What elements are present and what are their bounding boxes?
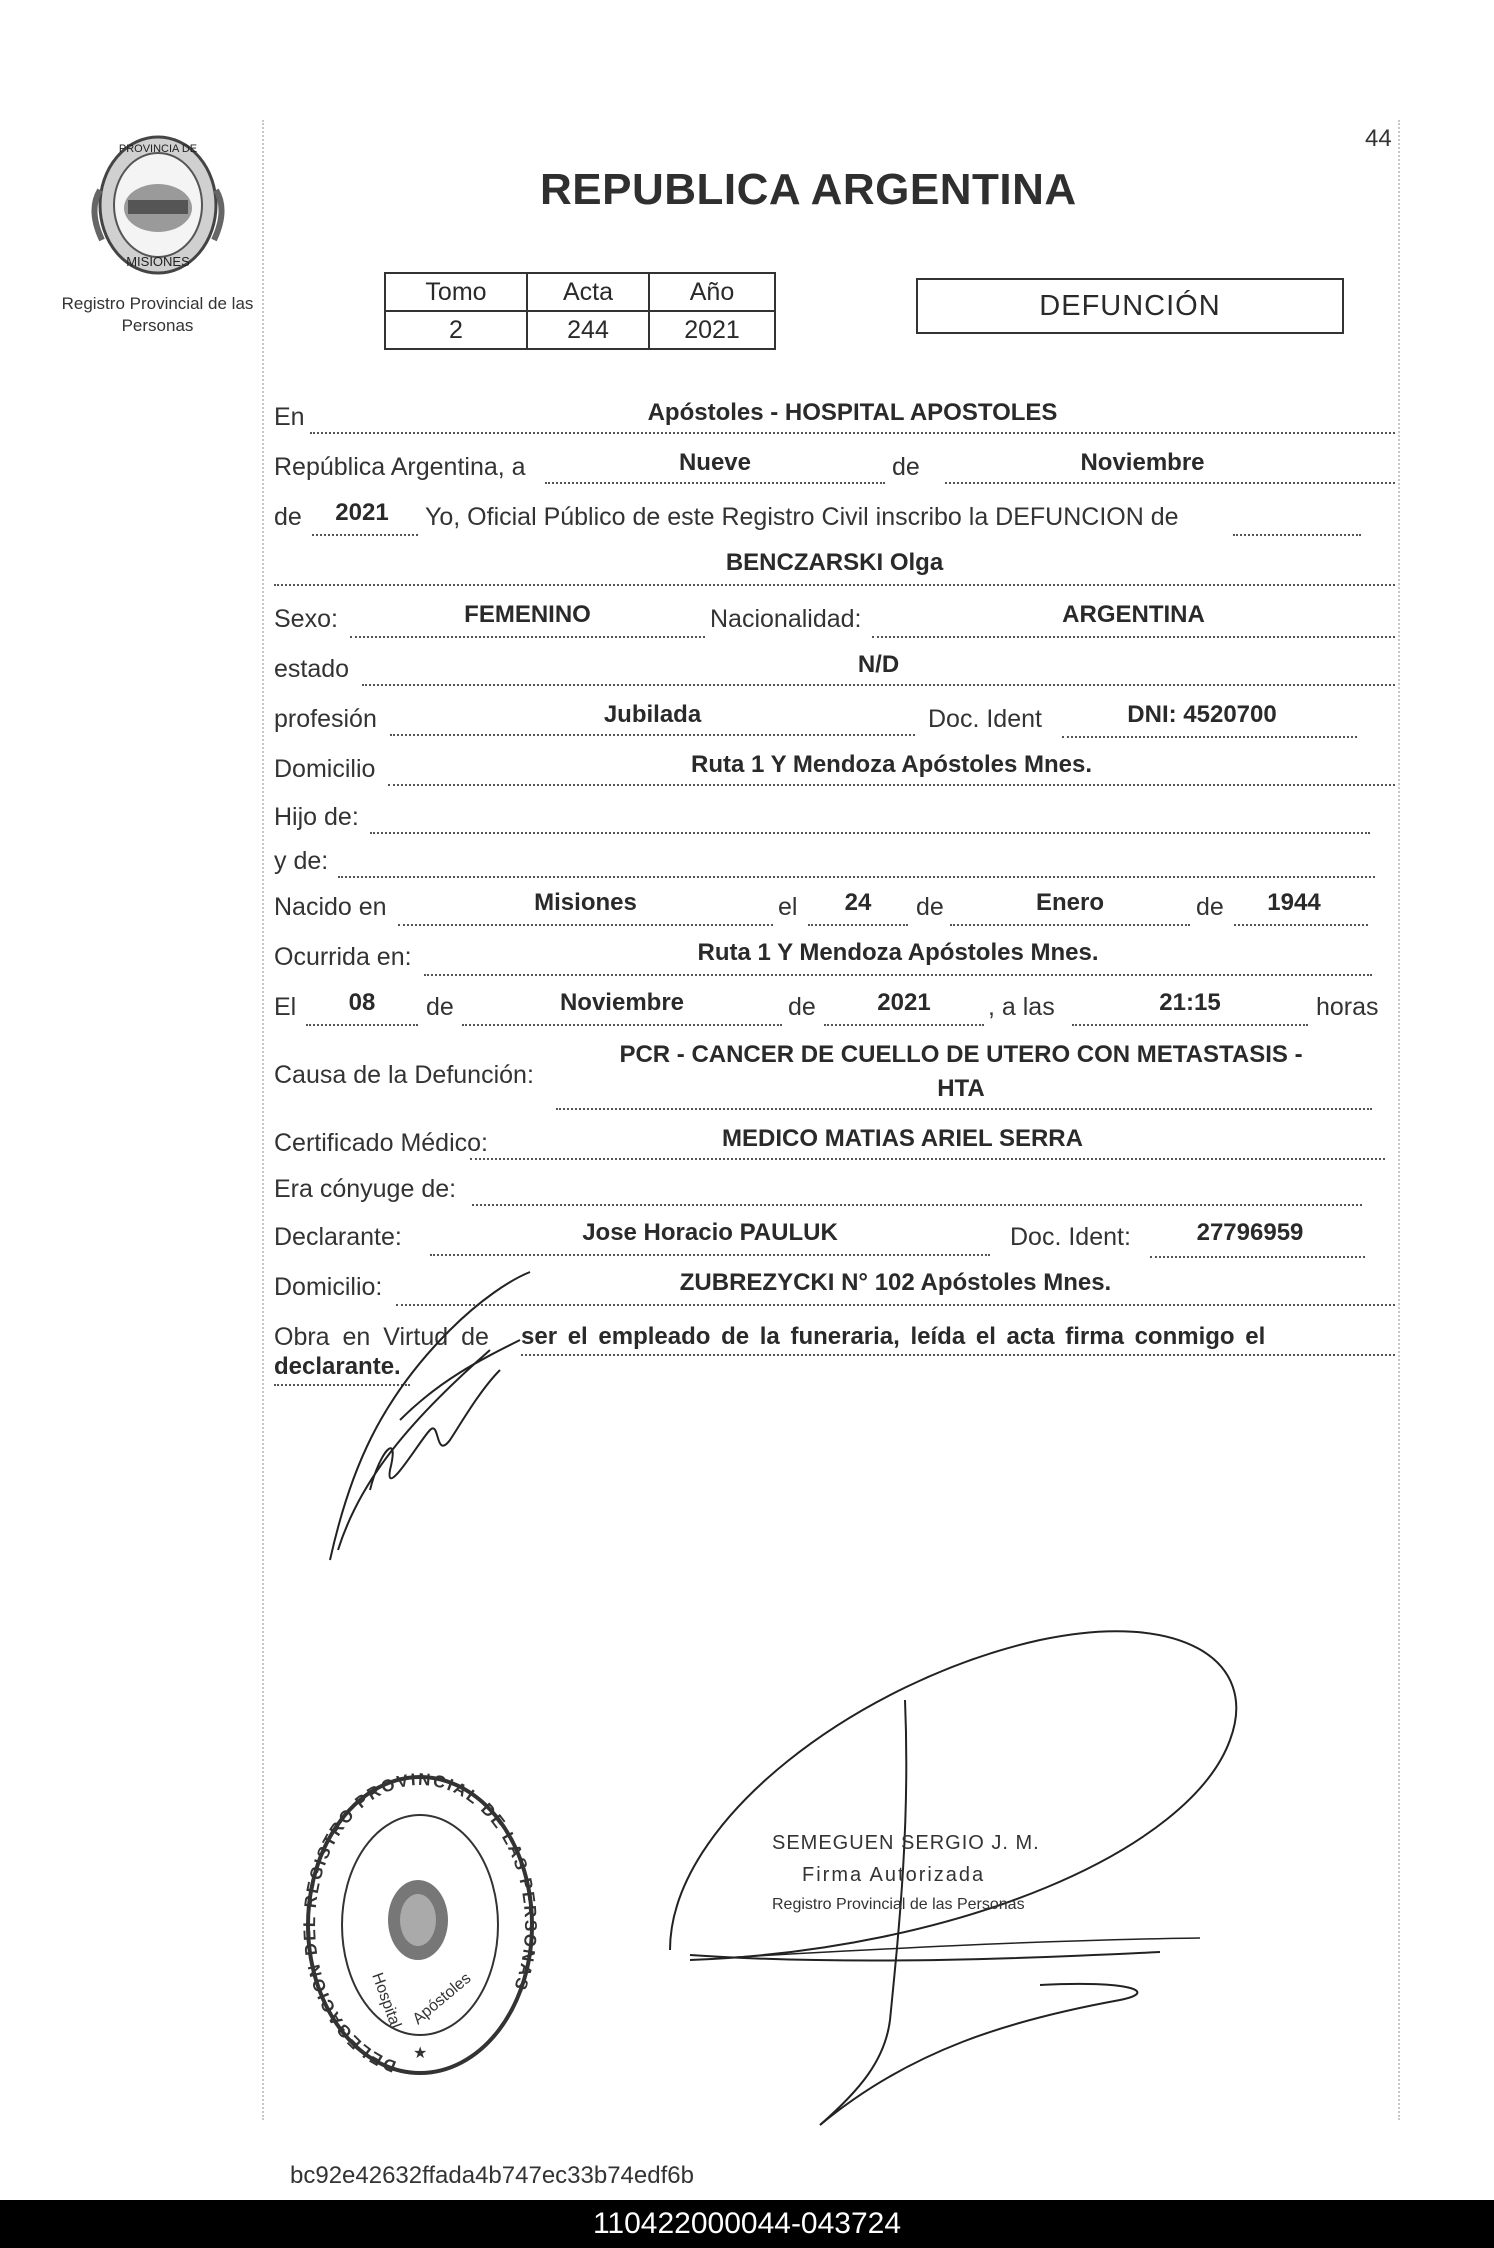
registry-name: Registro Provincial de las Personas xyxy=(61,294,254,335)
line-marital-status xyxy=(362,684,1395,686)
value-profession: Jubilada xyxy=(603,701,702,728)
value-doc-id: DNI: 4520700 xyxy=(1127,701,1277,728)
line-death-day xyxy=(306,1024,418,1026)
left-margin-line xyxy=(262,120,264,2120)
value-cause-line2: HTA xyxy=(937,1075,985,1102)
line-doc-id xyxy=(1062,736,1357,738)
table-header-acta: Acta xyxy=(527,273,649,311)
label-horas: horas xyxy=(1316,993,1379,1021)
label-certificado: Certificado Médico: xyxy=(274,1129,488,1157)
line-deceased-name xyxy=(274,584,1395,586)
official-org: Registro Provincial de las Personas xyxy=(772,1896,1025,1913)
line-address xyxy=(388,784,1395,786)
label-ocurrida-en: Ocurrida en: xyxy=(274,943,412,971)
value-month: Noviembre xyxy=(1080,449,1205,476)
value-year: 2021 xyxy=(335,499,389,526)
line-cause xyxy=(556,1108,1372,1110)
line-virtue-1 xyxy=(521,1354,1395,1356)
value-place: Apóstoles - HOSPITAL APOSTOLES xyxy=(647,399,1058,426)
line-nationality xyxy=(872,636,1395,638)
value-cause-line1: PCR - CANCER DE CUELLO DE UTERO CON METASTASIS - xyxy=(619,1041,1303,1068)
svg-text:★: ★ xyxy=(413,2043,428,2062)
value-death-day: 08 xyxy=(348,989,376,1016)
line-mother xyxy=(338,876,1375,878)
table-value-ano: 2021 xyxy=(649,311,775,349)
label-de-4: de xyxy=(1196,893,1224,921)
label-nacionalidad: Nacionalidad: xyxy=(710,605,862,633)
document-id: 110422000044-043724 xyxy=(592,2207,902,2240)
line-declarant-doc xyxy=(1150,1256,1365,1258)
label-sexo: Sexo: xyxy=(274,605,338,633)
label-de-6: de xyxy=(788,993,816,1021)
official-name: SEMEGUEN SERGIO J. M. xyxy=(772,1832,1040,1854)
label-estado: estado xyxy=(274,655,350,683)
document-type-box xyxy=(916,278,1344,334)
value-death-time: 21:15 xyxy=(1159,989,1221,1016)
label-domicilio: Domicilio xyxy=(274,755,376,783)
label-de-5: de xyxy=(426,993,454,1021)
line-declarant xyxy=(430,1254,990,1256)
country-title: REPUBLICA ARGENTINA xyxy=(540,165,1077,214)
label-doc-ident-2: Doc. Ident: xyxy=(1010,1223,1131,1251)
table-value-tomo: 2 xyxy=(385,311,527,349)
svg-text:MISIONES: MISIONES xyxy=(126,254,190,269)
line-birth-year xyxy=(1234,924,1368,926)
value-deceased-name: BENCZARSKI Olga xyxy=(725,549,944,576)
value-birth-year: 1944 xyxy=(1267,889,1321,916)
value-birth-place: Misiones xyxy=(534,889,637,916)
document-id-bar xyxy=(0,2200,1494,2248)
label-nacido-en: Nacido en xyxy=(274,893,387,921)
official-title: Firma Autorizada xyxy=(802,1864,986,1886)
line-place xyxy=(310,432,1395,434)
label-el-upper: El xyxy=(274,993,297,1021)
label-hijo-de: Hijo de: xyxy=(274,803,359,831)
svg-text:Hospital: Hospital xyxy=(368,1970,404,2031)
right-margin-line xyxy=(1398,120,1400,2120)
value-nationality: ARGENTINA xyxy=(1062,601,1205,628)
label-de-3: de xyxy=(916,893,944,921)
value-birth-month: Enero xyxy=(1035,889,1104,916)
value-address: Ruta 1 Y Mendoza Apóstoles Mnes. xyxy=(691,751,1092,778)
line-defuncion-end xyxy=(1233,534,1361,536)
line-birth-place xyxy=(398,924,773,926)
value-virtue-line2: declarante. xyxy=(274,1353,401,1380)
value-birth-day: 24 xyxy=(844,889,872,916)
label-republica: República Argentina, a xyxy=(274,453,526,481)
label-y-de: y de: xyxy=(274,847,329,875)
line-birth-day xyxy=(808,924,908,926)
label-de-2: de xyxy=(274,503,302,531)
value-sex: FEMENINO xyxy=(464,601,591,628)
value-declarant-doc: 27796959 xyxy=(1196,1219,1304,1246)
line-day-words xyxy=(545,482,885,484)
label-obra-en-virtud: Obra en Virtud de xyxy=(274,1323,489,1351)
page-number: 44 xyxy=(1365,125,1392,152)
line-death-year xyxy=(824,1024,984,1026)
label-doc-ident: Doc. Ident xyxy=(928,705,1042,733)
label-a-las: , a las xyxy=(988,993,1055,1021)
table-header-ano: Año xyxy=(649,273,775,311)
label-en: En xyxy=(274,403,305,431)
table-header-tomo: Tomo xyxy=(385,273,527,311)
label-yo-oficial: Yo, Oficial Público de este Registro Civil inscribo la DEFUNCION de xyxy=(425,503,1179,531)
value-medical-certificate: MEDICO MATIAS ARIEL SERRA xyxy=(722,1125,1083,1152)
value-declarant-address: ZUBREZYCKI N° 102 Apóstoles Mnes. xyxy=(679,1269,1112,1296)
document-hash: bc92e42632ffada4b747ec33b74edf6b xyxy=(290,2162,694,2189)
registry-table xyxy=(384,272,776,350)
document-type: DEFUNCIÓN xyxy=(1039,290,1221,322)
value-day-words: Nueve xyxy=(678,449,752,476)
value-death-year: 2021 xyxy=(877,989,931,1016)
line-spouse xyxy=(472,1204,1362,1206)
label-de-1: de xyxy=(892,453,920,481)
line-death-month xyxy=(462,1024,782,1026)
label-domicilio-2: Domicilio: xyxy=(274,1273,383,1301)
value-virtue-line1: ser el empleado de la funeraria, leída el acta firma conmigo el xyxy=(521,1323,1266,1350)
label-el: el xyxy=(778,893,798,921)
label-causa: Causa de la Defunción: xyxy=(274,1061,534,1089)
official-stamp xyxy=(300,1770,540,2080)
label-declarante: Declarante: xyxy=(274,1223,402,1251)
svg-text:DELEGACION DEL REGISTRO PROVIN: DELEGACION DEL REGISTRO PROVINCIAL DE LAS PERSONAS xyxy=(300,1770,540,2076)
line-father xyxy=(370,832,1370,834)
line-death-time xyxy=(1072,1024,1308,1026)
province-seal xyxy=(88,130,228,280)
line-death-place xyxy=(424,974,1372,976)
value-death-month: Noviembre xyxy=(559,989,685,1016)
line-sex xyxy=(350,636,705,638)
value-declarant: Jose Horacio PAULUK xyxy=(582,1219,838,1246)
line-year xyxy=(312,534,418,536)
table-value-acta: 244 xyxy=(527,311,649,349)
value-marital-status: N/D xyxy=(857,651,900,678)
label-profesion: profesión xyxy=(274,705,377,733)
line-profession xyxy=(390,734,915,736)
line-medical-certificate xyxy=(470,1158,1385,1160)
declarant-signature xyxy=(290,1270,550,1570)
svg-text:PROVINCIA DE: PROVINCIA DE xyxy=(118,143,198,155)
value-death-place: Ruta 1 Y Mendoza Apóstoles Mnes. xyxy=(697,939,1099,966)
line-birth-month xyxy=(950,924,1190,926)
line-month xyxy=(945,482,1395,484)
svg-text:Apóstoles: Apóstoles xyxy=(409,1969,475,2029)
label-conyuge: Era cónyuge de: xyxy=(274,1175,457,1203)
